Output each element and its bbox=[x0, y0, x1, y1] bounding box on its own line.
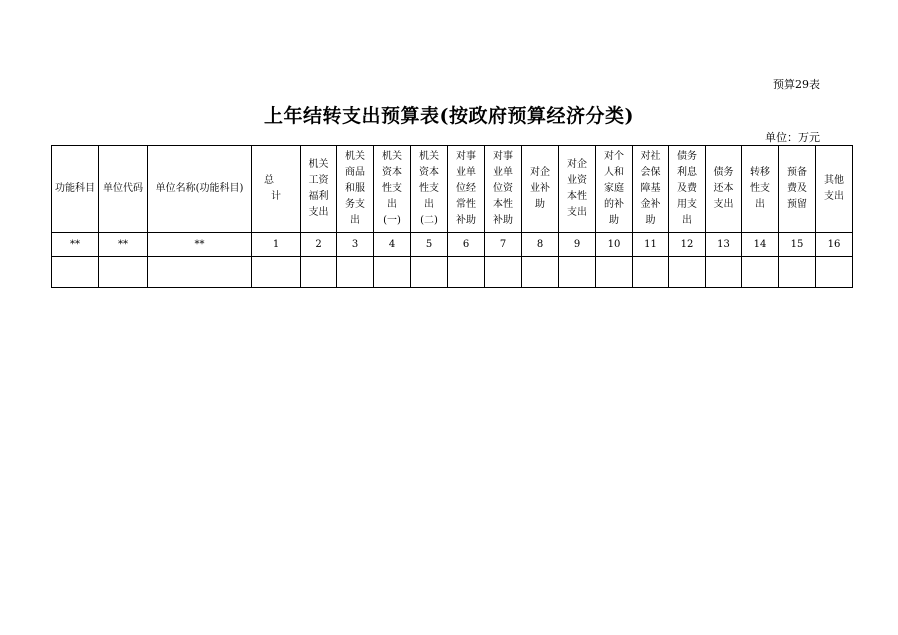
data-cell bbox=[337, 257, 374, 288]
header-cell: 其他支出 bbox=[816, 146, 853, 233]
index-cell: ** bbox=[52, 233, 99, 257]
index-cell: 13 bbox=[706, 233, 742, 257]
header-cell: 转移性支出 bbox=[742, 146, 779, 233]
index-cell: 8 bbox=[522, 233, 559, 257]
index-cell: 4 bbox=[374, 233, 411, 257]
index-cell: 5 bbox=[411, 233, 448, 257]
data-cell bbox=[559, 257, 596, 288]
data-cell bbox=[52, 257, 99, 288]
table-number: 预算29表 bbox=[773, 78, 820, 91]
data-cell bbox=[148, 257, 252, 288]
data-cell bbox=[252, 257, 301, 288]
header-cell: 对事业单位经常性补助 bbox=[448, 146, 485, 233]
index-cell: 14 bbox=[742, 233, 779, 257]
data-cell bbox=[99, 257, 148, 288]
header-cell: 机关工资福利支出 bbox=[301, 146, 337, 233]
header-cell: 机关资本性支出(二) bbox=[411, 146, 448, 233]
data-cell bbox=[816, 257, 853, 288]
index-cell: 12 bbox=[669, 233, 706, 257]
index-row bbox=[52, 233, 853, 257]
header-cell: 单位名称(功能科目) bbox=[148, 146, 252, 233]
data-cell bbox=[411, 257, 448, 288]
index-cell: 7 bbox=[485, 233, 522, 257]
header-row bbox=[52, 146, 853, 233]
index-cell: 6 bbox=[448, 233, 485, 257]
index-cell: 11 bbox=[633, 233, 669, 257]
data-cell bbox=[448, 257, 485, 288]
data-cell bbox=[669, 257, 706, 288]
page-title: 上年结转支出预算表(按政府预算经济分类) bbox=[264, 105, 634, 127]
data-cell bbox=[633, 257, 669, 288]
header-cell: 单位代码 bbox=[99, 146, 148, 233]
index-cell: 16 bbox=[816, 233, 853, 257]
header-cell: 对企业资本性支出 bbox=[559, 146, 596, 233]
budget-table bbox=[51, 145, 853, 288]
header-cell: 对事业单位资本性补助 bbox=[485, 146, 522, 233]
index-cell: 9 bbox=[559, 233, 596, 257]
header-cell: 功能科目 bbox=[52, 146, 99, 233]
header-cell: 债务利息及费用支出 bbox=[669, 146, 706, 233]
data-cell bbox=[522, 257, 559, 288]
data-cell bbox=[706, 257, 742, 288]
data-cell bbox=[301, 257, 337, 288]
index-cell: ** bbox=[99, 233, 148, 257]
index-cell: ** bbox=[148, 233, 252, 257]
header-cell: 对个人和家庭的补助 bbox=[596, 146, 633, 233]
data-cell bbox=[742, 257, 779, 288]
header-cell: 预备费及预留 bbox=[779, 146, 816, 233]
header-cell: 机关商品和服务支出 bbox=[337, 146, 374, 233]
data-cell bbox=[374, 257, 411, 288]
index-cell: 2 bbox=[301, 233, 337, 257]
data-cell bbox=[485, 257, 522, 288]
unit-label: 单位：万元 bbox=[765, 131, 820, 144]
index-cell: 15 bbox=[779, 233, 816, 257]
data-cell bbox=[779, 257, 816, 288]
index-cell: 10 bbox=[596, 233, 633, 257]
header-cell: 对企业补助 bbox=[522, 146, 559, 233]
data-cell bbox=[596, 257, 633, 288]
index-cell: 1 bbox=[252, 233, 301, 257]
header-cell: 总 计 bbox=[252, 146, 301, 233]
data-row bbox=[52, 257, 853, 288]
header-cell: 债务还本支出 bbox=[706, 146, 742, 233]
header-cell: 机关资本性支出(一) bbox=[374, 146, 411, 233]
index-cell: 3 bbox=[337, 233, 374, 257]
header-cell: 对社会保障基金补助 bbox=[633, 146, 669, 233]
